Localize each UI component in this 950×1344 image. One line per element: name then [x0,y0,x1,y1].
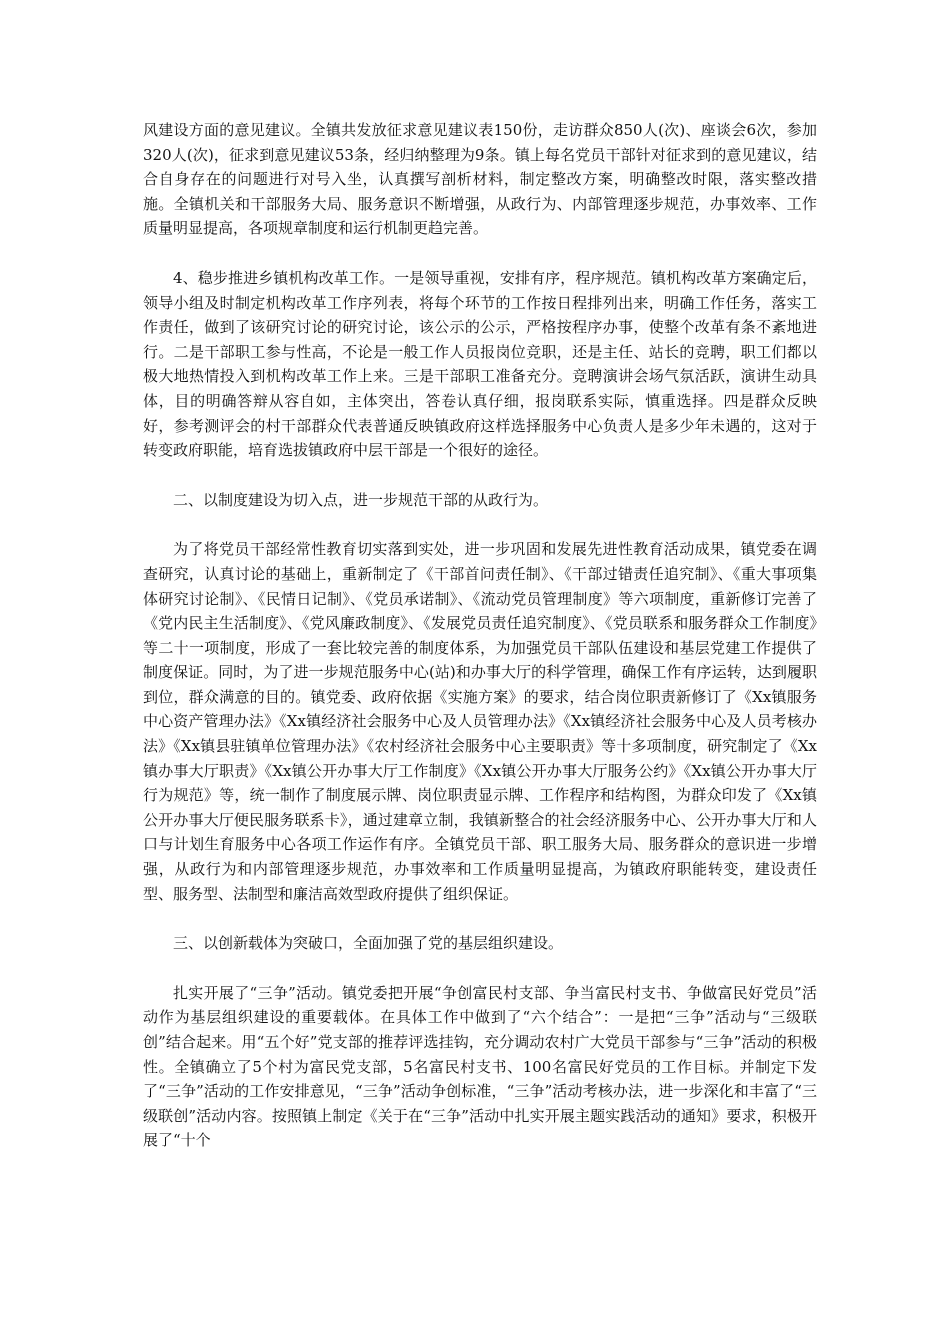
paragraph-2: 4、稳步推进乡镇机构改革工作。一是领导重视，安排有序，程序规范。镇机构改革方案确定后，领导小组及时制定机构改革工作序列表，将每个环节的工作按日程排列出来，明确工作任务，落实工作责任，做到了该研究讨论的研究讨论，该公示的公示，严格按程序办事，使整个改革有条不紊地进行。二是干部职工参与性高，不论是一般工作人员报岗位竞职，还是主任、站长的竞聘，职工们都以极大地热情投入到机构改革工作上来。三是干部职工准备充分。竞聘演讲会场气氛活跃，演讲生动具体，目的明确答辩从容自如，主体突出，答卷认真仔细，报岗联系实际，慎重选择。四是群众反映好，参考测评会的村干部群众代表普通反映镇政府这样选择服务中心负责人是多少年未遇的，这对于转变政府职能，培育选拔镇政府中层干部是一个很好的途径。 [143,268,817,460]
paragraph-4: 扎实开展了“三争”活动。镇党委把开展“争创富民村支部、争当富民村支书、争做富民好党员”活动作为基层组织建设的重要载体。在具体工作中做到了“六个结合”：一是把“三争”活动与“三级联创”结合起来。用“五个好”党支部的推荐评选挂钩，充分调动农村广大党员干部参与“三争”活动的积极性。全镇确立了5个村为富民党支部，5名富民村支书、100名富民好党员的工作目标。并制定下发了“三争”活动的工作安排意见，“三争”活动争创标准，“三争”活动考核办法，进一步深化和丰富了“三级联创”活动内容。按照镇上制定《关于在“三争”活动中扎实开展主题实践活动的通知》要求，积极开展了“十个 [143,983,817,1150]
paragraph-1: 风建设方面的意见建议。全镇共发放征求意见建议表150份，走访群众850人(次)、座谈会6次，参加320人(次)，征求到意见建议53条，经归纳整理为9条。镇上每名党员干部针对征求到的意见建议，结合自身存在的问题进行对号入坐，认真撰写剖析材料，制定整改方案，明确整改时限，落实整改措施。全镇机关和干部服务大局、服务意识不断增强，从政行为、内部管理逐步规范，办事效率、工作质量明显提高，各项规章制度和运行机制更趋完善。 [143,121,817,238]
section-heading-2: 二、以制度建设为切入点，进一步规范干部的从政行为。 [173,490,549,509]
section-heading-3: 三、以创新载体为突破口，全面加强了党的基层组织建设。 [173,934,564,953]
paragraph-3: 为了将党员干部经常性教育切实落到实处，进一步巩固和发展先进性教育活动成果，镇党委在调查研究，认真讨论的基础上，重新制定了《干部首问责任制》、《干部过错责任追究制》、《重大事项集体研究讨论制》、《民情日记制》、《党员承诺制》、《流动党员管理制度》等六项制度，重新修订完善了《党内民主生活制度》、《党风廉政制度》、《发展党员责任追究制度》、《党员联系和服务群众工作制度》等二十一项制度，形成了一套比较完善的制度体系，为加强党员干部队伍建设和基层党建工作提供了制度保证。同时，为了进一步规范服务中心(站)和办事大厅的科学管理，确保工作有序运转，达到履职到位，群众满意的目的。镇党委、政府依据《实施方案》的要求，结合岗位职责新修订了《Xx镇服务中心资产管理办法》《Xx镇经济社会服务中心及人员管理办法》《Xx镇经济社会服务中心及人员考核办法》《Xx镇县驻镇单位管理办法》《农村经济社会服务中心主要职责》等十多项制度，研究制定了《Xx镇办事大厅职责》《Xx镇公开办事大厅工作制度》《Xx镇公开办事大厅服务公约》《Xx镇公开办事大厅行为规范》等，统一制作了制度展示牌、岗位职责显示牌、工作程序和结构图，为群众印发了《Xx镇公开办事大厅便民服务联系卡》，通过建章立制，我镇新整合的社会经济服务中心、公开办事大厅和人口与计划生育服务中心各项工作运作有序。全镇党员干部、职工服务大局、服务群众的意识进一步增强，从政行为和内部管理逐步规范，办事效率和工作质量明显提高，为镇政府职能转变，建设责任型、服务型、法制型和廉洁高效型政府提供了组织保证。 [143,540,817,903]
document-body [143,118,817,1153]
